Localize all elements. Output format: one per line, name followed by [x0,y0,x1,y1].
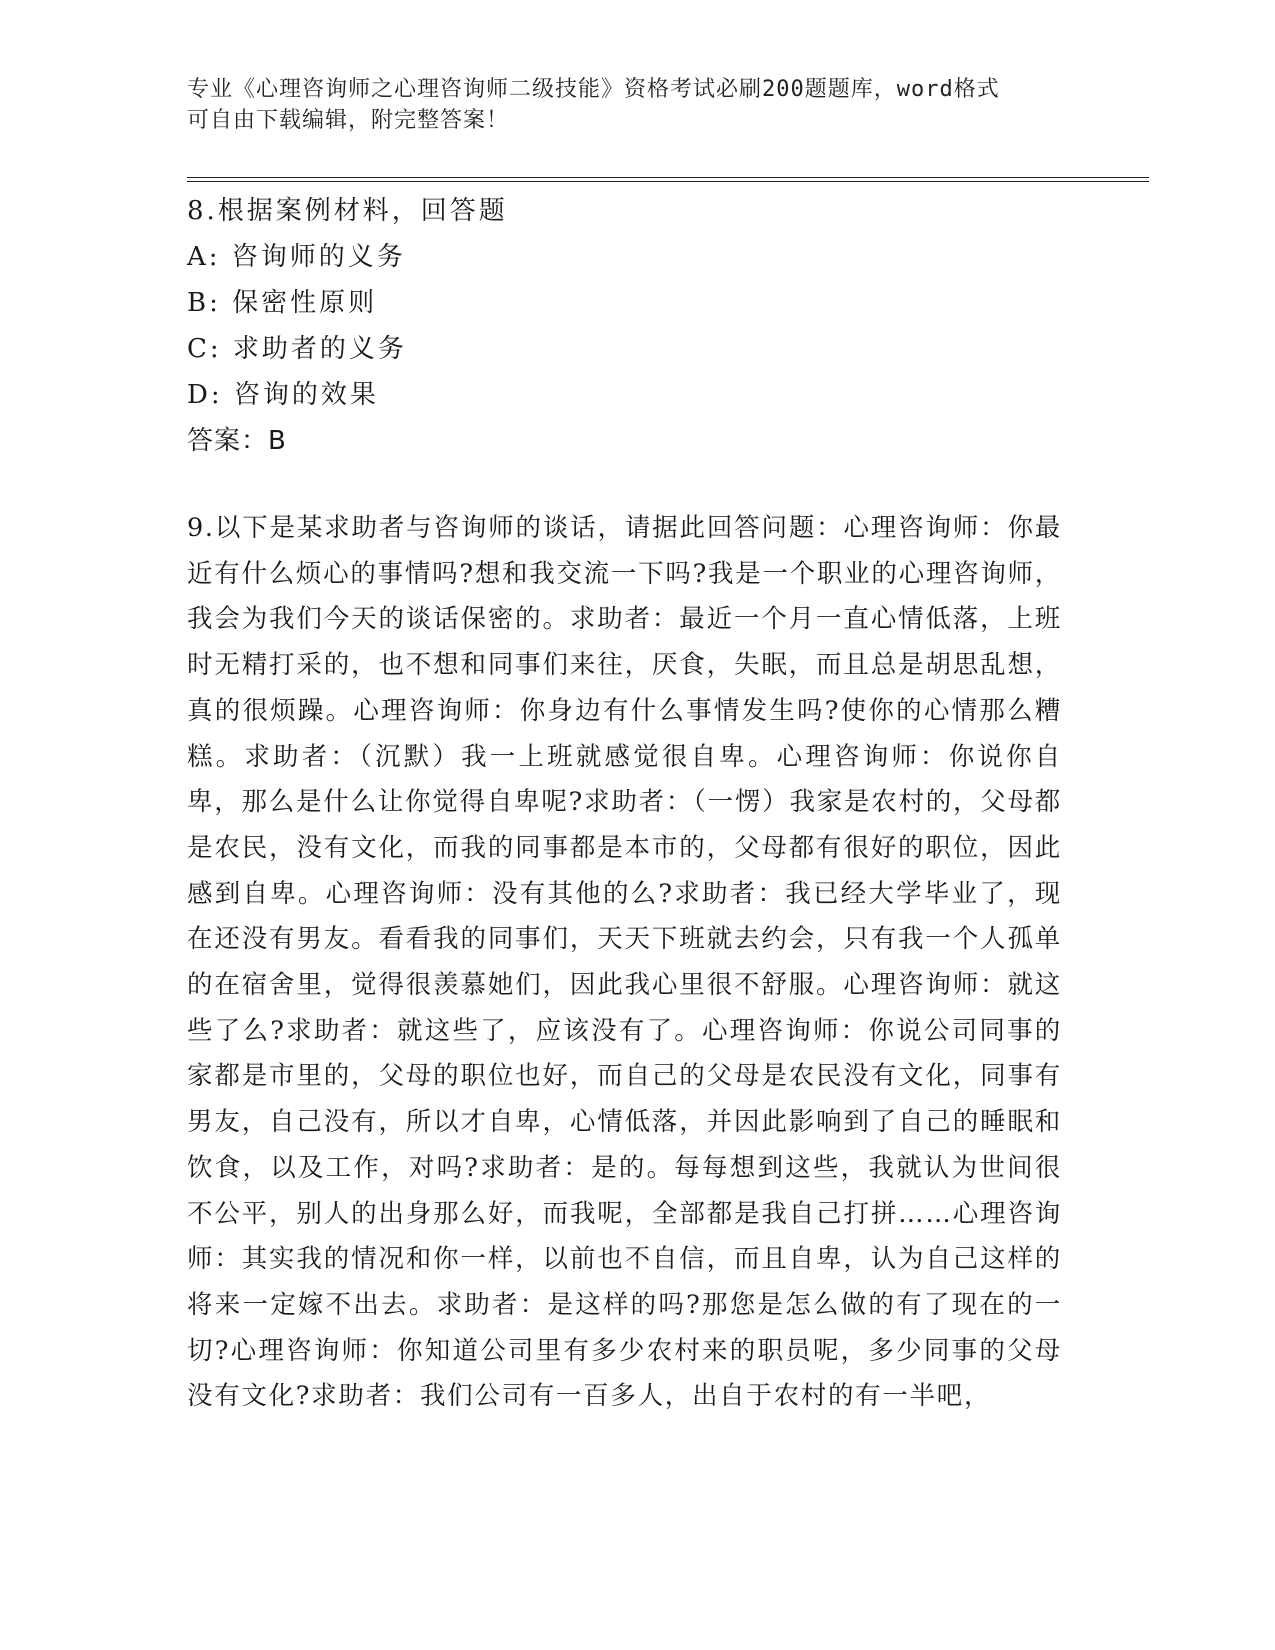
question-stem: 8.根据案例材料，回答题 [187,196,508,226]
question-9: 9.以下是某求助者与咨询师的谈话，请据此回答问题：心理咨询师：你最近有什么烦心的事情吗?想和我交流一下吗?我是一个职业的心理咨询师，我会为我们今天的谈话保密的。求助者：最近一个月一直心情低落，上班时无精打采的，也不想和同事们来往，厌食，失眠，而且总是胡思乱想，真的很烦躁。心理咨询师：你身边有什么事情发生吗?使你的心情那么糟糕。求助者：（沉默）我一上班就感觉很自卑。心理咨询师：你说你自卑，那么是什么让你觉得自卑呢?求助者：（一愣）我家是农村的，父母都是农民，没有文化，而我的同事都是本市的，父母都有很好的职位，因此感到自卑。心理咨询师：没有其他的么?求助者：我已经大学毕业了，现在还没有男友。看看我的同事们，天天下班就去约会，只有我一个人孤单的在宿舍里，觉得很羡慕她们，因此我心里很不舒服。心理咨询师：就这些了么?求助者：就这些了，应该没有了。心理咨询师：你说公司同事的家都是市里的，父母的职位也好，而自己的父母是农民没有文化，同事有男友，自己没有，所以才自卑，心情低落，并因此影响到了自己的睡眠和饮食，以及工作，对吗?求助者：是的。每每想到这些，我就认为世间很不公平，别人的出身那么好，而我呢，全部都是我自己打拼……心理咨询师：其实我的情况和你一样，以前也不自信，而且自卑，认为自己这样的将来一定嫁不出去。求助者：是这样的吗?那您是怎么做的有了现在的一切?心理咨询师：你知道公司里有多少农村来的职员呢，多少同事的父母没有文化?求助者：我们公司有一百多人，出自于农村的有一半吧， [187,513,1062,1412]
option-d: D: 咨询的效果 [187,380,379,410]
option-b: B: 保密性原则 [187,288,378,318]
header-line-2: 可自由下载编辑，附完整答案！ [187,108,510,133]
header-divider [187,177,1149,182]
document-header [187,74,1067,136]
answer-text: 答案：B [187,426,287,456]
option-c: C: 求助者的义务 [187,334,407,364]
option-a: A: 咨询师的义务 [187,242,406,272]
question-8 [187,188,1087,464]
header-line-1: 专业《心理咨询师之心理咨询师二级技能》资格考试必刷200题题库，word格式 [187,77,1000,102]
